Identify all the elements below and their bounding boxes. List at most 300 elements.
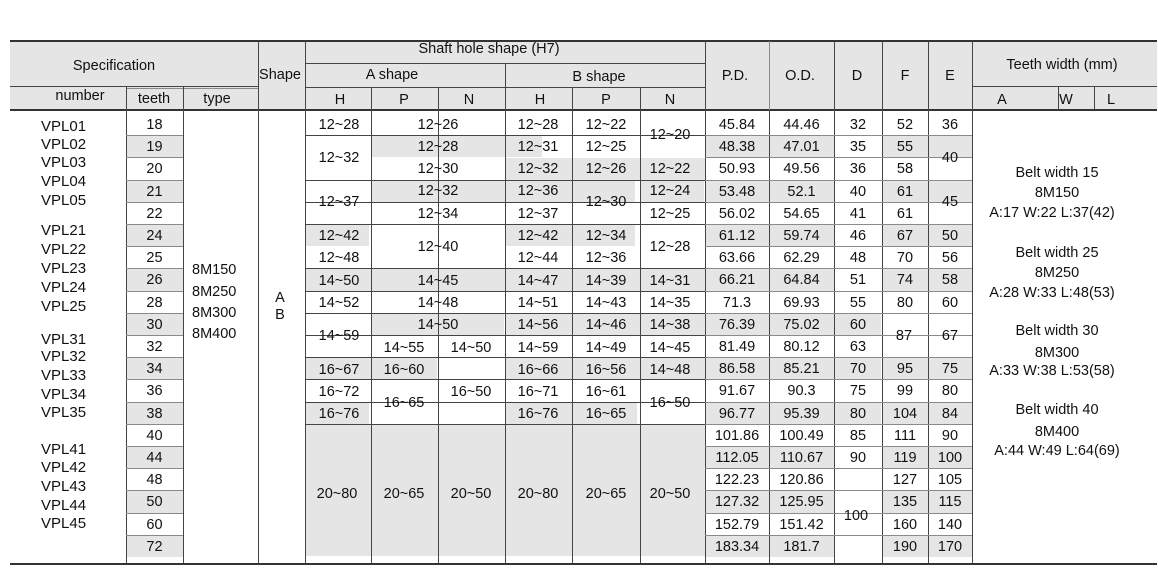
- teeth-cell: 72: [146, 538, 163, 555]
- model-number: VPL23: [41, 260, 87, 277]
- pd-cell: 101.86: [714, 427, 760, 444]
- shaft-b-p: 12~30: [585, 194, 627, 210]
- teeth-cell: 40: [146, 427, 163, 444]
- belt-dims: A:28 W:33 L:48(53): [989, 285, 1115, 301]
- teeth-cell: 50: [146, 494, 163, 511]
- shaft-b-n: 20~50: [649, 486, 691, 502]
- grid-line: [705, 157, 972, 158]
- grid-line: [505, 110, 506, 563]
- d-cell: 60: [849, 316, 867, 333]
- model-number: VPL02: [41, 136, 87, 153]
- type-label: 8M250: [192, 284, 237, 300]
- shaft-a-h: 12~37: [318, 194, 360, 210]
- e-value-merged: 40: [941, 150, 959, 166]
- od-cell: 95.39: [783, 405, 820, 422]
- e-value-merged: 45: [941, 194, 959, 210]
- grid-line: [705, 468, 972, 469]
- grid-line: [305, 313, 705, 314]
- shaft-b-n: 12~20: [649, 127, 691, 143]
- model-number: VPL43: [41, 478, 87, 495]
- f-cell: 95: [896, 361, 914, 378]
- shaft-b-n: 14~45: [649, 340, 691, 356]
- grid-line: [705, 446, 972, 447]
- grid-line: [126, 86, 127, 110]
- od-cell: 47.01: [783, 139, 820, 156]
- shaft-b-h: 14~56: [517, 317, 559, 333]
- shaft-a-pn: 14~45: [417, 273, 459, 289]
- od-cell: 49.56: [783, 161, 820, 178]
- d-cell: 40: [849, 183, 867, 200]
- belt-type: 8M250: [1034, 265, 1080, 281]
- header-a-n: N: [463, 92, 475, 108]
- header-tw-l: L: [1106, 92, 1116, 108]
- shaft-a-pn: 12~26: [417, 117, 459, 133]
- shaft-a-pn: 12~28: [417, 139, 459, 155]
- header-specification: Specification: [72, 58, 156, 74]
- shaft-a-pn: 12~40: [417, 239, 459, 255]
- grid-line: [972, 110, 973, 563]
- e-cell: 170: [937, 538, 963, 555]
- shaft-b-p: 14~43: [585, 295, 627, 311]
- e-cell: 36: [941, 117, 959, 133]
- d-cell: 48: [849, 250, 867, 267]
- teeth-cell: 38: [146, 405, 163, 422]
- teeth-cell: 44: [146, 450, 163, 466]
- shaft-b-n: 14~35: [649, 295, 691, 311]
- d-cell: 55: [849, 294, 867, 311]
- header-tw-a: A: [997, 92, 1007, 108]
- f-cell: 70: [896, 250, 914, 267]
- belt-dims: A:33 W:38 L:53(58): [989, 363, 1115, 379]
- header-d: D: [851, 68, 863, 84]
- model-number: VPL33: [41, 367, 87, 384]
- d-cell: 51: [849, 272, 867, 289]
- grid-line: [705, 180, 972, 181]
- header-a-h: H: [334, 92, 346, 108]
- pd-cell: 76.39: [718, 316, 756, 333]
- e-cell: 75: [941, 361, 959, 378]
- od-cell: 59.74: [783, 228, 820, 244]
- shaft-b-p: 12~26: [585, 161, 627, 177]
- f-cell: 80: [896, 294, 914, 311]
- header-b-p: P: [601, 92, 611, 108]
- shaft-b-n: 12~24: [649, 183, 691, 199]
- grid-line: [928, 41, 929, 110]
- d-cell: 35: [849, 139, 867, 156]
- f-cell: 61: [896, 205, 914, 222]
- belt-type: 8M400: [1034, 424, 1080, 440]
- grid-line: [126, 379, 183, 380]
- model-number: VPL34: [41, 386, 87, 403]
- f-cell: 111: [893, 427, 917, 444]
- model-number: VPL05: [41, 192, 87, 209]
- grid-line: [371, 110, 372, 563]
- header-a-p: P: [399, 92, 409, 108]
- grid-line: [10, 564, 1157, 565]
- model-number: VPL41: [41, 441, 87, 458]
- d-cell: 85: [849, 427, 867, 444]
- teeth-cell: 32: [146, 339, 163, 355]
- e-cell: 140: [937, 516, 963, 533]
- header-pd: P.D.: [721, 68, 749, 84]
- e-cell: 50: [941, 228, 959, 244]
- grid-line: [705, 535, 972, 536]
- od-cell: 85.21: [783, 361, 820, 378]
- shaft-b-n: 14~48: [649, 362, 691, 378]
- shaded-cell: [882, 269, 972, 290]
- header-tw-w: W: [1059, 92, 1073, 108]
- shaft-b-h: 16~66: [517, 362, 559, 378]
- grid-line: [305, 110, 306, 563]
- d-cell: 70: [849, 361, 867, 378]
- od-cell: 44.46: [783, 117, 820, 133]
- teeth-cell: 48: [146, 472, 163, 489]
- shaft-b-n: 12~25: [649, 206, 691, 222]
- model-number: VPL03: [41, 154, 87, 171]
- teeth-cell: 28: [146, 294, 163, 311]
- grid-line: [705, 110, 706, 563]
- shaft-a-h: 12~32: [318, 150, 360, 166]
- model-number: VPL22: [41, 241, 87, 258]
- grid-line: [705, 202, 972, 203]
- header-b-n: N: [664, 92, 676, 108]
- grid-line: [183, 110, 184, 563]
- od-cell: 64.84: [783, 272, 820, 289]
- grid-line: [705, 335, 972, 336]
- shaft-a-pn: 12~30: [417, 161, 459, 177]
- grid-line: [705, 41, 706, 110]
- grid-line: [126, 291, 183, 292]
- od-cell: 62.29: [783, 250, 820, 267]
- shaft-b-p: 12~36: [585, 250, 627, 266]
- grid-line: [126, 180, 183, 181]
- f-cell: 190: [892, 538, 918, 555]
- model-number: VPL32: [41, 348, 87, 365]
- grid-line: [126, 335, 183, 336]
- shaft-b-h: 12~37: [517, 206, 559, 222]
- shaft-b-h: 12~42: [517, 228, 559, 244]
- pd-cell: 56.02: [718, 205, 756, 222]
- grid-line: [705, 490, 972, 491]
- grid-line: [126, 88, 258, 89]
- od-cell: 110.67: [779, 450, 824, 466]
- shaft-b-h: 12~32: [517, 161, 559, 177]
- grid-line: [705, 291, 972, 292]
- shaft-a-h: 14~50: [318, 273, 360, 289]
- pd-cell: 50.93: [718, 161, 756, 178]
- teeth-cell: 34: [146, 361, 163, 378]
- f-value-merged: 87: [895, 328, 913, 344]
- grid-line: [705, 246, 972, 247]
- grid-line: [882, 41, 883, 110]
- e-cell: 115: [938, 494, 962, 511]
- shaft-b-h: 16~71: [517, 384, 559, 400]
- model-number: VPL01: [41, 118, 87, 135]
- d-cell: 80: [849, 405, 867, 422]
- f-cell: 52: [896, 117, 914, 133]
- grid-line: [305, 202, 705, 203]
- shaft-a-pn: 14~50: [417, 317, 459, 333]
- d-cell: 32: [849, 117, 867, 133]
- shaft-b-h: 12~36: [517, 183, 559, 199]
- model-number: VPL42: [41, 459, 87, 476]
- grid-line: [705, 379, 972, 380]
- shaft-a-pn: 14~48: [417, 295, 459, 311]
- pd-cell: 48.38: [718, 139, 756, 156]
- grid-line: [705, 357, 972, 358]
- shaft-a-h: 12~48: [318, 250, 360, 266]
- teeth-cell: 24: [146, 228, 163, 244]
- header-teeth-width: Teeth width (mm): [1006, 57, 1118, 73]
- shaft-a-h: 14~59: [318, 328, 360, 344]
- f-cell: 61: [896, 183, 914, 200]
- e-cell: 100: [937, 450, 963, 466]
- grid-line: [705, 313, 972, 314]
- shaft-a-h: 20~80: [316, 486, 358, 502]
- pd-cell: 81.49: [718, 339, 756, 355]
- teeth-cell: 19: [146, 139, 163, 156]
- grid-line: [705, 513, 972, 514]
- shaft-b-h: 12~31: [517, 139, 559, 155]
- teeth-cell: 25: [146, 250, 163, 267]
- od-cell: 69.93: [783, 294, 820, 311]
- grid-line: [834, 41, 835, 110]
- e-cell: 56: [941, 250, 959, 267]
- teeth-cell: 22: [146, 205, 163, 222]
- shaft-a-h: 14~52: [318, 295, 360, 311]
- shaft-b-p: 16~65: [585, 406, 627, 422]
- grid-line: [438, 110, 439, 563]
- grid-line: [126, 202, 183, 203]
- e-cell: 58: [941, 272, 959, 289]
- grid-line: [1094, 86, 1095, 110]
- type-label: 8M150: [192, 262, 237, 278]
- f-cell: 127: [892, 472, 918, 489]
- header-type: type: [203, 91, 231, 107]
- od-cell: 181.7: [783, 538, 820, 555]
- grid-line: [126, 224, 183, 225]
- shaft-a-p: 16~60: [383, 362, 425, 378]
- e-cell: 90: [941, 427, 959, 444]
- grid-line: [126, 402, 183, 403]
- pd-cell: 91.67: [718, 383, 756, 400]
- f-cell: 160: [892, 516, 918, 533]
- shaft-a-p: 16~65: [383, 395, 425, 411]
- shaft-b-h: 14~51: [517, 295, 559, 311]
- grid-line: [126, 424, 183, 425]
- grid-line: [10, 86, 258, 87]
- model-number: VPL35: [41, 404, 87, 421]
- pd-cell: 86.58: [718, 361, 756, 378]
- d-cell: 41: [849, 205, 867, 222]
- grid-line: [572, 87, 573, 110]
- od-cell: 151.42: [779, 516, 824, 533]
- f-cell: 55: [896, 139, 914, 156]
- grid-line: [769, 41, 770, 110]
- grid-line: [705, 268, 972, 269]
- shaft-a-h: 16~76: [318, 406, 360, 422]
- model-number: VPL31: [41, 331, 87, 348]
- shaft-b-n: 14~38: [649, 317, 691, 333]
- shaft-a-pn: 12~32: [417, 183, 459, 199]
- e-cell: 105: [937, 472, 963, 489]
- shaft-b-n: 12~22: [649, 161, 691, 177]
- shaft-b-p: 14~39: [585, 273, 627, 289]
- d-cell: 90: [849, 450, 867, 466]
- shaft-a-pn: 12~34: [417, 206, 459, 222]
- belt-type: 8M150: [1034, 185, 1080, 201]
- pd-cell: 122.23: [714, 472, 760, 489]
- pd-cell: 183.34: [714, 538, 760, 555]
- pd-cell: 96.77: [718, 405, 756, 422]
- model-number: VPL04: [41, 173, 87, 190]
- shaft-a-n: 20~50: [450, 486, 492, 502]
- model-number: VPL21: [41, 222, 87, 239]
- grid-line: [572, 110, 573, 563]
- pd-cell: 112.05: [715, 450, 759, 466]
- model-number: VPL24: [41, 279, 87, 296]
- shaft-b-p: 12~34: [585, 228, 627, 244]
- od-cell: 80.12: [783, 339, 820, 355]
- pd-cell: 66.21: [718, 272, 756, 289]
- shaft-b-p: 20~65: [585, 486, 627, 502]
- grid-line: [769, 110, 770, 563]
- shaft-a-h: 12~28: [318, 117, 360, 133]
- belt-type: 8M300: [1034, 345, 1080, 361]
- type-label: 8M400: [192, 326, 237, 342]
- e-cell: 80: [941, 383, 959, 400]
- od-cell: 90.3: [787, 383, 816, 400]
- grid-line: [126, 157, 183, 158]
- header-shape: Shape: [259, 67, 301, 83]
- grid-line: [305, 402, 705, 403]
- shaft-a-p: 14~55: [383, 340, 425, 356]
- header-shaft-hole: Shaft hole shape (H7): [418, 41, 560, 57]
- e-value-merged: 67: [941, 328, 959, 344]
- grid-line: [705, 224, 972, 225]
- od-cell: 54.65: [783, 205, 820, 222]
- grid-line: [438, 87, 439, 110]
- shaft-b-p: 14~46: [585, 317, 627, 333]
- teeth-cell: 18: [146, 117, 163, 133]
- f-cell: 58: [896, 161, 914, 178]
- header-b-shape: B shape: [572, 69, 626, 85]
- teeth-cell: 21: [146, 183, 163, 200]
- grid-line: [705, 135, 972, 136]
- grid-line: [258, 110, 259, 563]
- shaft-b-h: 12~44: [517, 250, 559, 266]
- grid-line: [928, 110, 929, 563]
- shaft-b-h: 14~59: [517, 340, 559, 356]
- shaft-b-h: 16~76: [517, 406, 559, 422]
- belt-width-label: Belt width 15: [1015, 165, 1099, 181]
- shaft-a-h: 16~67: [318, 362, 360, 378]
- od-cell: 100.49: [779, 427, 824, 444]
- pd-cell: 152.79: [714, 516, 760, 533]
- od-cell: 125.95: [779, 494, 824, 511]
- f-cell: 119: [893, 450, 917, 466]
- header-b-h: H: [534, 92, 546, 108]
- grid-line: [126, 357, 183, 358]
- shaft-a-h: 16~72: [318, 384, 360, 400]
- belt-width-label: Belt width 40: [1015, 402, 1099, 418]
- header-number: number: [55, 88, 105, 104]
- grid-line: [305, 357, 705, 358]
- od-cell: 120.86: [779, 472, 824, 489]
- shaft-b-h: 14~47: [517, 273, 559, 289]
- grid-line: [972, 41, 973, 110]
- grid-line: [10, 41, 1157, 42]
- od-cell: 52.1: [787, 183, 816, 200]
- od-cell: 75.02: [783, 316, 820, 333]
- grid-line: [705, 424, 972, 425]
- grid-line: [126, 268, 183, 269]
- belt-dims: A:17 W:22 L:37(42): [989, 205, 1115, 221]
- grid-line: [126, 246, 183, 247]
- f-cell: 135: [892, 494, 918, 511]
- grid-line: [505, 63, 506, 110]
- pd-cell: 71.3: [722, 294, 752, 311]
- shaft-b-h: 12~28: [517, 117, 559, 133]
- belt-width-label: Belt width 25: [1015, 245, 1099, 261]
- header-f: F: [900, 68, 910, 84]
- header-a-shape: A shape: [365, 67, 419, 83]
- pd-cell: 63.66: [718, 250, 756, 267]
- shaft-b-n: 14~31: [649, 273, 691, 289]
- shaft-a-n: 14~50: [450, 340, 492, 356]
- grid-line: [126, 468, 183, 469]
- grid-line: [640, 87, 641, 110]
- grid-line: [305, 41, 306, 110]
- shaft-a-p: 20~65: [383, 486, 425, 502]
- teeth-cell: 36: [146, 383, 163, 400]
- grid-line: [640, 110, 641, 563]
- shaft-b-n: 16~50: [649, 395, 691, 411]
- shaft-a-n: 16~50: [450, 384, 492, 400]
- grid-line: [126, 446, 183, 447]
- e-cell: 60: [941, 294, 959, 311]
- grid-line: [126, 513, 183, 514]
- shaded-cell: [882, 358, 972, 379]
- model-number: VPL25: [41, 298, 87, 315]
- header-od: O.D.: [785, 68, 815, 84]
- pd-cell: 127.32: [714, 494, 760, 511]
- belt-width-label: Belt width 30: [1015, 323, 1099, 339]
- shaft-b-p: 14~49: [585, 340, 627, 356]
- grid-line: [305, 135, 705, 136]
- header-teeth: teeth: [137, 91, 171, 107]
- grid-line: [705, 402, 972, 403]
- grid-line: [126, 313, 183, 314]
- d-cell: 36: [849, 161, 867, 178]
- shaft-b-h: 20~80: [517, 486, 559, 502]
- shape-label: B: [275, 307, 285, 323]
- shaded-cell: [882, 225, 972, 246]
- d-cell: 75: [849, 383, 867, 400]
- e-cell: 84: [941, 405, 959, 422]
- f-cell: 104: [892, 405, 918, 422]
- grid-line: [972, 86, 1157, 87]
- shaded-cell: [882, 136, 972, 157]
- teeth-cell: 26: [146, 272, 163, 289]
- pd-cell: 61.12: [718, 228, 756, 244]
- type-label: 8M300: [192, 305, 237, 321]
- shaft-b-p: 12~25: [585, 139, 627, 155]
- f-cell: 67: [896, 228, 914, 244]
- grid-line: [305, 424, 705, 425]
- grid-line: [126, 110, 127, 563]
- grid-line: [305, 268, 705, 269]
